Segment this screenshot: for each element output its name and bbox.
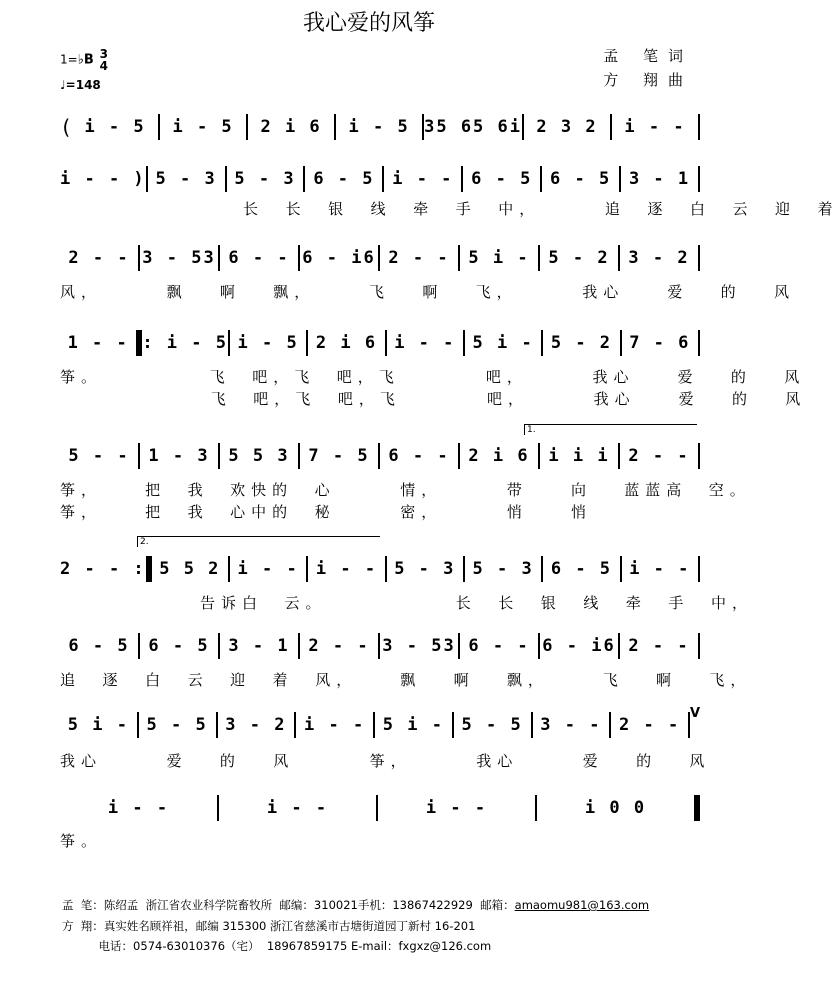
measure: 5 - 3 — [155, 169, 217, 189]
score-row — [60, 556, 700, 582]
measure: 6 - i6 — [542, 636, 616, 656]
measure: 2 i 6 — [315, 333, 378, 353]
measure: 2 - - — [308, 636, 370, 656]
lyric-line: 筝， 把 我 欢快的 心 情， 带 向 蓝蓝高 空。 — [60, 481, 751, 499]
lyric-line: 筝， 把 我 心中的 秘 密， 悄 悄 — [60, 503, 592, 521]
measure: 3 - 2 — [225, 715, 287, 735]
measure: 6 - 5 — [148, 636, 210, 656]
final-barline — [694, 795, 700, 821]
measure: i - - ) — [60, 169, 146, 189]
lyric-line: 告诉白 云。 长 长 银 线 牵 手 中， — [60, 594, 753, 612]
key-prefix: 1= — [60, 52, 78, 67]
lyric-line: 风， 飘 啊 飘， 飞 啊 飞， 我心 爱 的 风 — [60, 283, 795, 301]
measure: 6 - - — [228, 248, 290, 268]
composer-credit: 方 翔曲 — [603, 71, 693, 89]
measure: 3 - 2 — [628, 248, 690, 268]
credits — [603, 44, 693, 92]
measure: i - - — [425, 798, 488, 818]
volta-2: 2. — [137, 536, 380, 547]
measure: 6 - 5 — [550, 169, 612, 189]
measure: 1 - 3 — [148, 446, 210, 466]
score-row — [60, 443, 700, 469]
barline — [698, 633, 700, 659]
measure: 5 - - — [68, 446, 130, 466]
measure: i - - — [315, 559, 378, 579]
measure: i - - — [629, 559, 691, 579]
score-row — [60, 705, 701, 738]
breath-mark: V — [690, 705, 701, 721]
measure: 6 - i6 — [302, 248, 376, 268]
footer-line — [62, 938, 491, 954]
lyric-line: 飞 吧，飞 吧，飞 吧， 我心 爱 的 风 — [60, 390, 807, 408]
measure: 2 i 6 — [468, 446, 530, 466]
key-note: ♭B — [77, 52, 94, 68]
time-top: 3 — [99, 47, 108, 61]
time-signature — [100, 48, 108, 72]
tempo-marking: ♩=148 — [60, 78, 101, 92]
open-paren: ( — [60, 115, 73, 139]
measure: 6 - 5 — [68, 636, 130, 656]
footer-text: 陈绍孟 浙江省农业科学院畜牧所 邮编：310021手机：13867422929 邮箱： — [103, 898, 515, 912]
measure: i 0 0 — [584, 798, 647, 818]
footer-line — [62, 918, 475, 934]
barline — [698, 556, 700, 582]
email-link[interactable]: amaomu981@163.com — [514, 898, 650, 912]
measure: 5 - 3 — [394, 559, 456, 579]
song-title: 我心爱的风筝 — [302, 11, 435, 36]
score-row — [60, 114, 700, 140]
lyric-line: 追 逐 白 云 迎 着 风， 飘 啊 飘， 飞 啊 飞， — [60, 671, 752, 689]
measure: 5 5 3 — [228, 446, 290, 466]
measure: 2 - - — [619, 715, 681, 735]
measure: 2 - - — [388, 248, 450, 268]
measure: 35 65 6i — [424, 117, 522, 137]
lyric-line: 长 长 银 线 牵 手 中， 追 逐 白 云 迎 着 — [60, 200, 839, 218]
lyric-line: 筝。 飞 吧，飞 吧，飞 吧， 我心 爱 的 风 — [60, 368, 806, 386]
footer-text: 电话：0574-63010376（宅） 18967859175 E-mail：fxgxz@126.com — [62, 939, 492, 953]
score-row — [60, 795, 700, 821]
measure: 5 i - — [468, 248, 530, 268]
footer-line — [62, 897, 649, 913]
score-row — [60, 330, 700, 356]
measure: i - - — [394, 333, 456, 353]
measure: i - - — [266, 798, 329, 818]
measure: i - - — [237, 559, 299, 579]
measure: 5 - 5 — [461, 715, 523, 735]
measure: 3 - 53 — [382, 636, 456, 656]
footer-label: 方 翔： — [62, 919, 104, 933]
footer-label: 孟 笔： — [62, 898, 104, 912]
measure: 3 - - — [540, 715, 602, 735]
measure: 3 - 1 — [628, 169, 691, 189]
measure: 3 - 1 — [228, 636, 290, 656]
measure: i - - — [624, 117, 686, 137]
lyric-line: 我心 爱 的 风 筝， 我心 爱 的 风 — [60, 752, 711, 770]
measure: i - 5 — [172, 117, 234, 137]
measure: 6 - 5 — [471, 169, 533, 189]
lyricist-credit: 孟 笔词 — [603, 47, 693, 65]
measure: 2 - - — [628, 636, 690, 656]
score-row — [60, 633, 700, 659]
measure: 5 i - — [472, 333, 534, 353]
measure: i i i — [548, 446, 610, 466]
measure: i - - — [392, 169, 454, 189]
measure: 6 - 5 — [313, 169, 375, 189]
barline — [698, 443, 700, 469]
measure: 5 5 2 — [159, 559, 221, 579]
measure: 2 - - : — [60, 559, 146, 579]
measure: 5 - 3 — [472, 559, 534, 579]
measure: 2 i 6 — [260, 117, 322, 137]
measure: 2 - - — [68, 248, 130, 268]
measure: 3 - 53 — [142, 248, 216, 268]
measure: 6 - - — [468, 636, 530, 656]
measure: i - - — [304, 715, 366, 735]
measure: 7 - 6 — [629, 333, 691, 353]
measure: i - 5 — [348, 117, 410, 137]
measure: i - 5 — [237, 333, 299, 353]
measure: 5 i - — [67, 715, 129, 735]
lyric-line: 筝。 — [60, 832, 103, 850]
measure: i - 5 — [84, 117, 146, 137]
measure: 7 - 5 — [308, 446, 370, 466]
score-row — [60, 245, 700, 271]
barline — [698, 166, 700, 192]
time-bottom: 4 — [99, 59, 108, 73]
measure: 1 - - — [67, 333, 129, 353]
measure: 5 - 5 — [146, 715, 208, 735]
barline — [698, 114, 700, 140]
measure: i - - — [107, 798, 170, 818]
measure: 5 - 2 — [548, 248, 610, 268]
footer-text: 真实姓名顾祥祖，邮编 315300 浙江省慈溪市古塘街道园丁新村 16-201 — [103, 919, 476, 933]
measure: : i - 5 — [142, 333, 228, 353]
measure: 2 3 2 — [536, 117, 598, 137]
volta-1: 1. — [524, 424, 697, 435]
measure: 2 - - — [628, 446, 690, 466]
key-signature — [60, 48, 108, 72]
measure: 5 - 3 — [234, 169, 296, 189]
score-row — [60, 166, 700, 192]
measure: 6 - 5 — [550, 559, 613, 579]
measure: 5 - 2 — [550, 333, 613, 353]
measure: 5 i - — [382, 715, 444, 735]
barline — [698, 245, 700, 271]
barline — [698, 330, 700, 356]
measure: 6 - - — [388, 446, 450, 466]
